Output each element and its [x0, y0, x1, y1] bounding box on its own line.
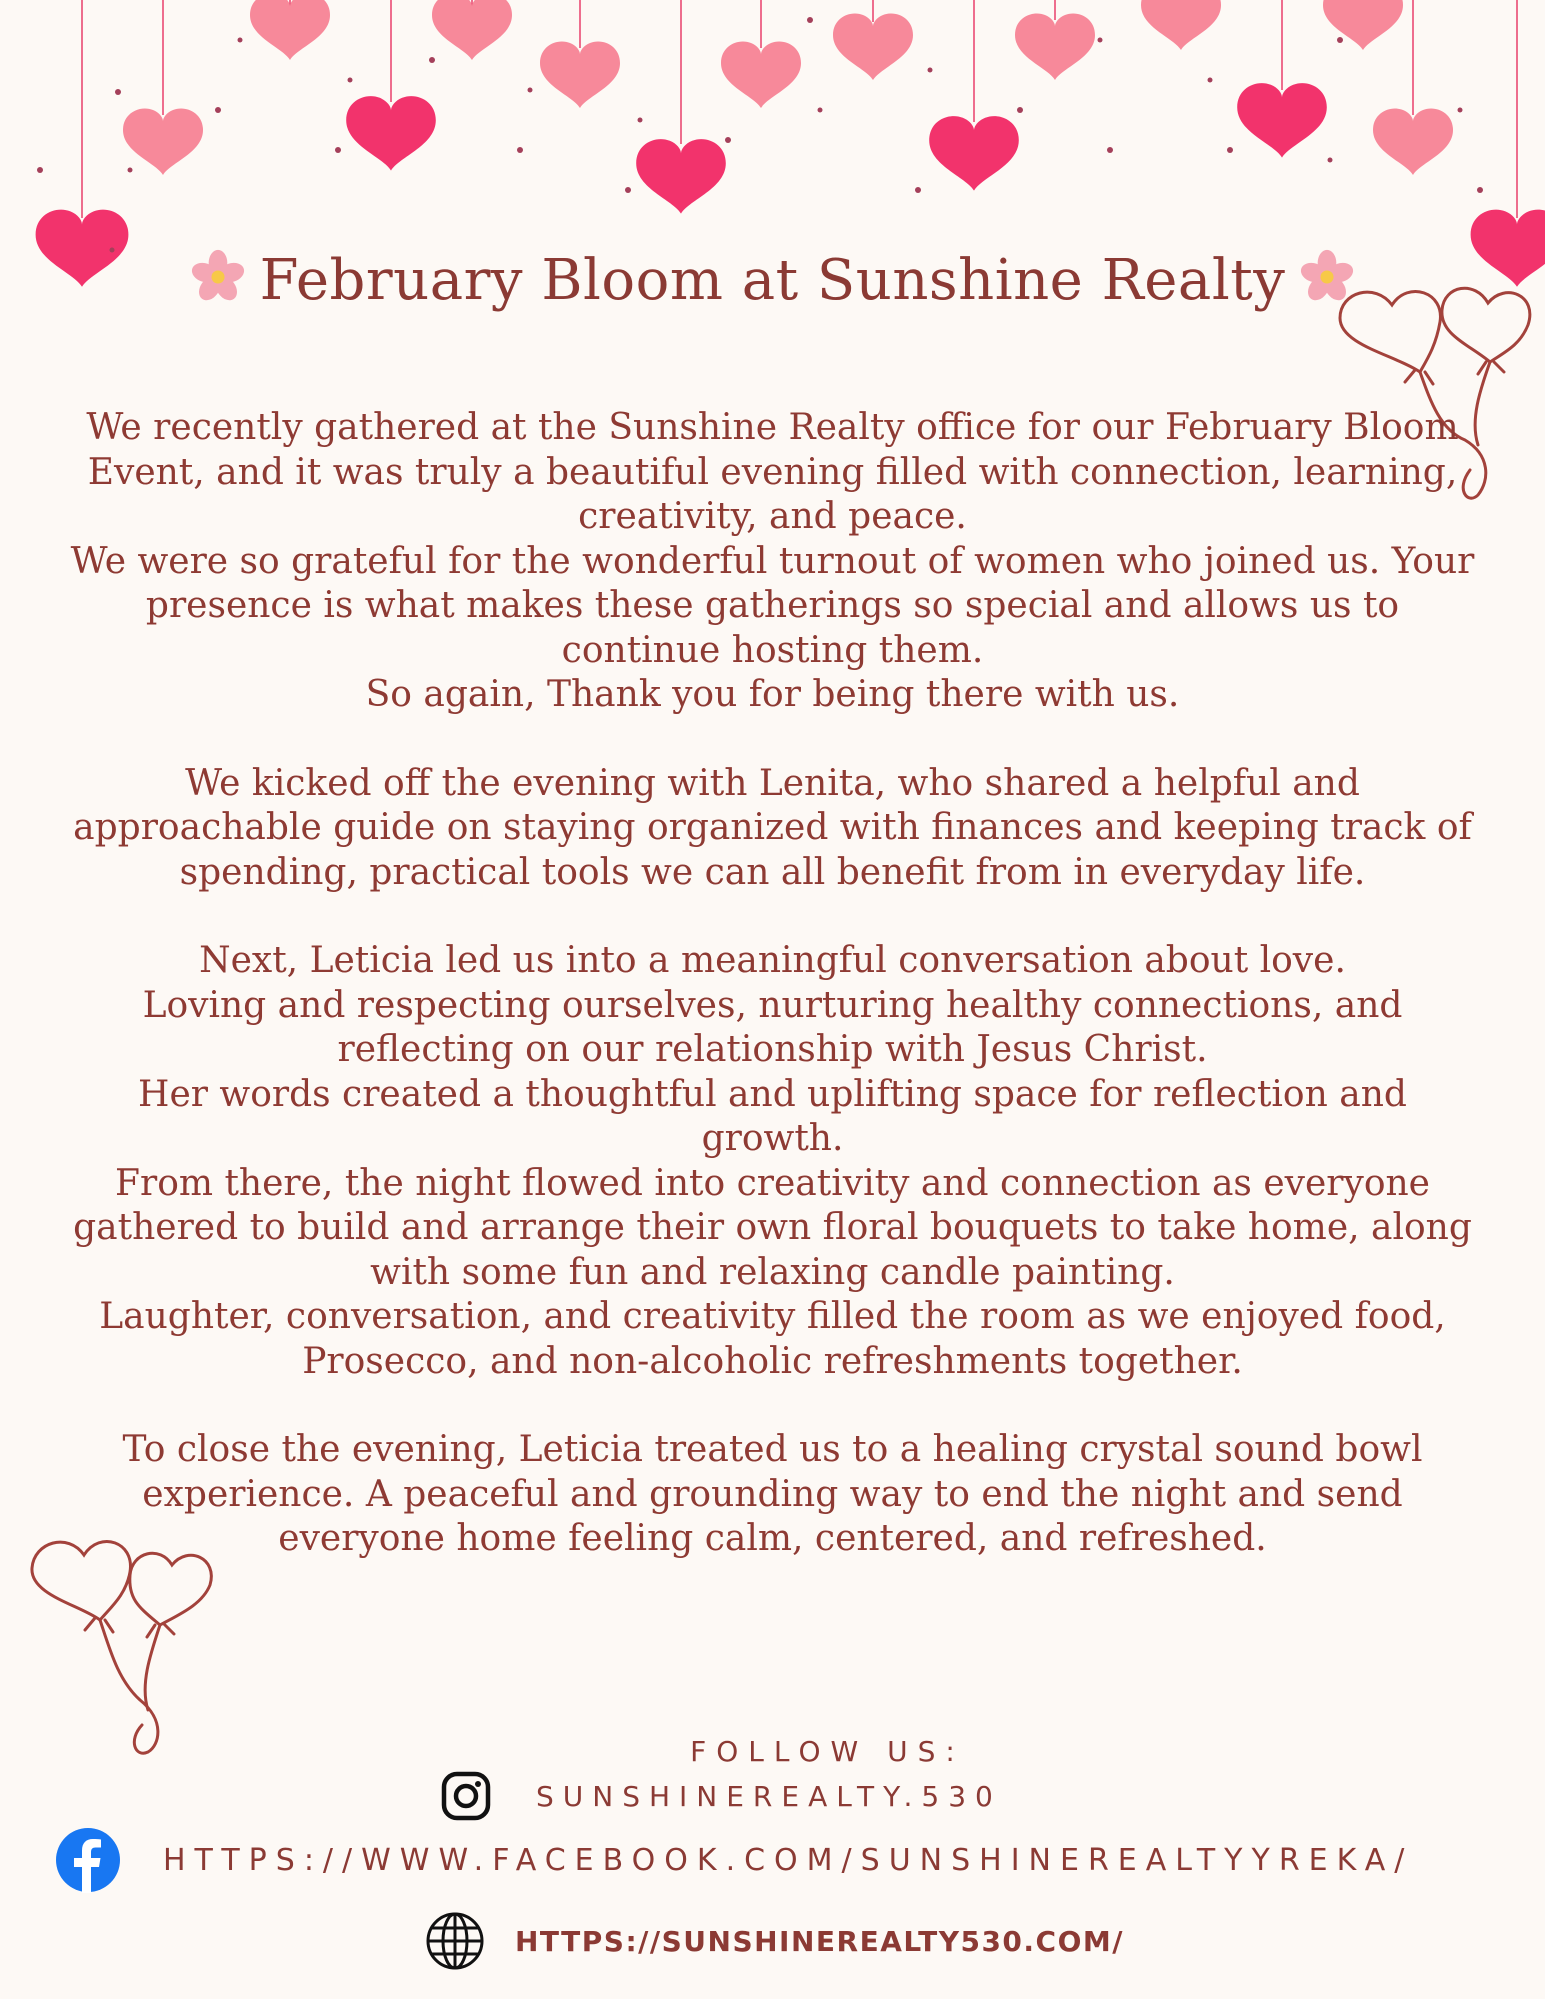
flower-icon [1299, 249, 1355, 305]
facebook-icon [55, 1827, 121, 1893]
paragraph-refreshments: Laughter, conversation, and creativity filled the room as we enjoyed food, Prosecco, and non-alcoholic refreshments together. [99, 1296, 1446, 1382]
website-link[interactable]: HTTPS://SUNSHINEREALTY530.COM/ [515, 1924, 1124, 1958]
paragraph-leticia-love: Next, Leticia led us into a meaningful conversation about love. [199, 940, 1346, 981]
page-title [0, 248, 1545, 313]
paragraph-self-love: Loving and respecting ourselves, nurturing healthy connections, and reflecting on our relationship with Jesus Christ. [142, 984, 1403, 1070]
instagram-row[interactable] [440, 1768, 1002, 1824]
facebook-link[interactable]: HTTPS://WWW.FACEBOOK.COM/SUNSHINEREALTYYREKA/ [163, 1842, 1414, 1878]
paragraph-lenita: We kicked off the evening with Lenita, who shared a helpful and approachable guide on staying organized with finances and keeping track of spending, practical tools we can all benefit from in everyday life. [73, 762, 1472, 893]
globe-icon [425, 1911, 485, 1971]
instagram-handle[interactable]: SUNSHINEREALTY.530 [536, 1779, 1002, 1813]
article-body [70, 406, 1475, 1562]
heart-balloons-bottom-left [32, 1541, 211, 1753]
facebook-row[interactable] [55, 1825, 1413, 1895]
paragraph-intro: We recently gathered at the Sunshine Realty office for our February Bloom Event, and it was truly a beautiful evening filled with connection, learning, creativity, and peace. [86, 407, 1459, 537]
paragraph-reflection: Her words created a thoughtful and uplifting space for reflection and growth. [138, 1073, 1407, 1159]
paragraph-thanks: So again, Thank you for being there with us. [365, 674, 1180, 715]
paragraph-bouquets: From there, the night flowed into creativity and connection as everyone gathered to build and arrange their own floral bouquets to take home, along with some fun and relaxing candle painting. [73, 1162, 1472, 1293]
paragraph-gratitude: We were so grateful for the wonderful turnout of women who joined us. Your presence is what makes these gatherings so special and allows us to continue hosting them. [70, 540, 1475, 671]
paragraph-sound-bowl: To close the evening, Leticia treated us to a healing crystal sound bowl experience. A peaceful and grounding way to end the night and send everyone home feeling calm, centered, and refreshed. [122, 1429, 1423, 1559]
follow-us-label: FOLLOW US: [690, 1735, 965, 1768]
instagram-icon [440, 1770, 492, 1822]
website-row[interactable] [425, 1910, 1124, 1972]
flower-icon [190, 249, 246, 305]
title-text: February Bloom at Sunshine Realty [259, 248, 1286, 313]
